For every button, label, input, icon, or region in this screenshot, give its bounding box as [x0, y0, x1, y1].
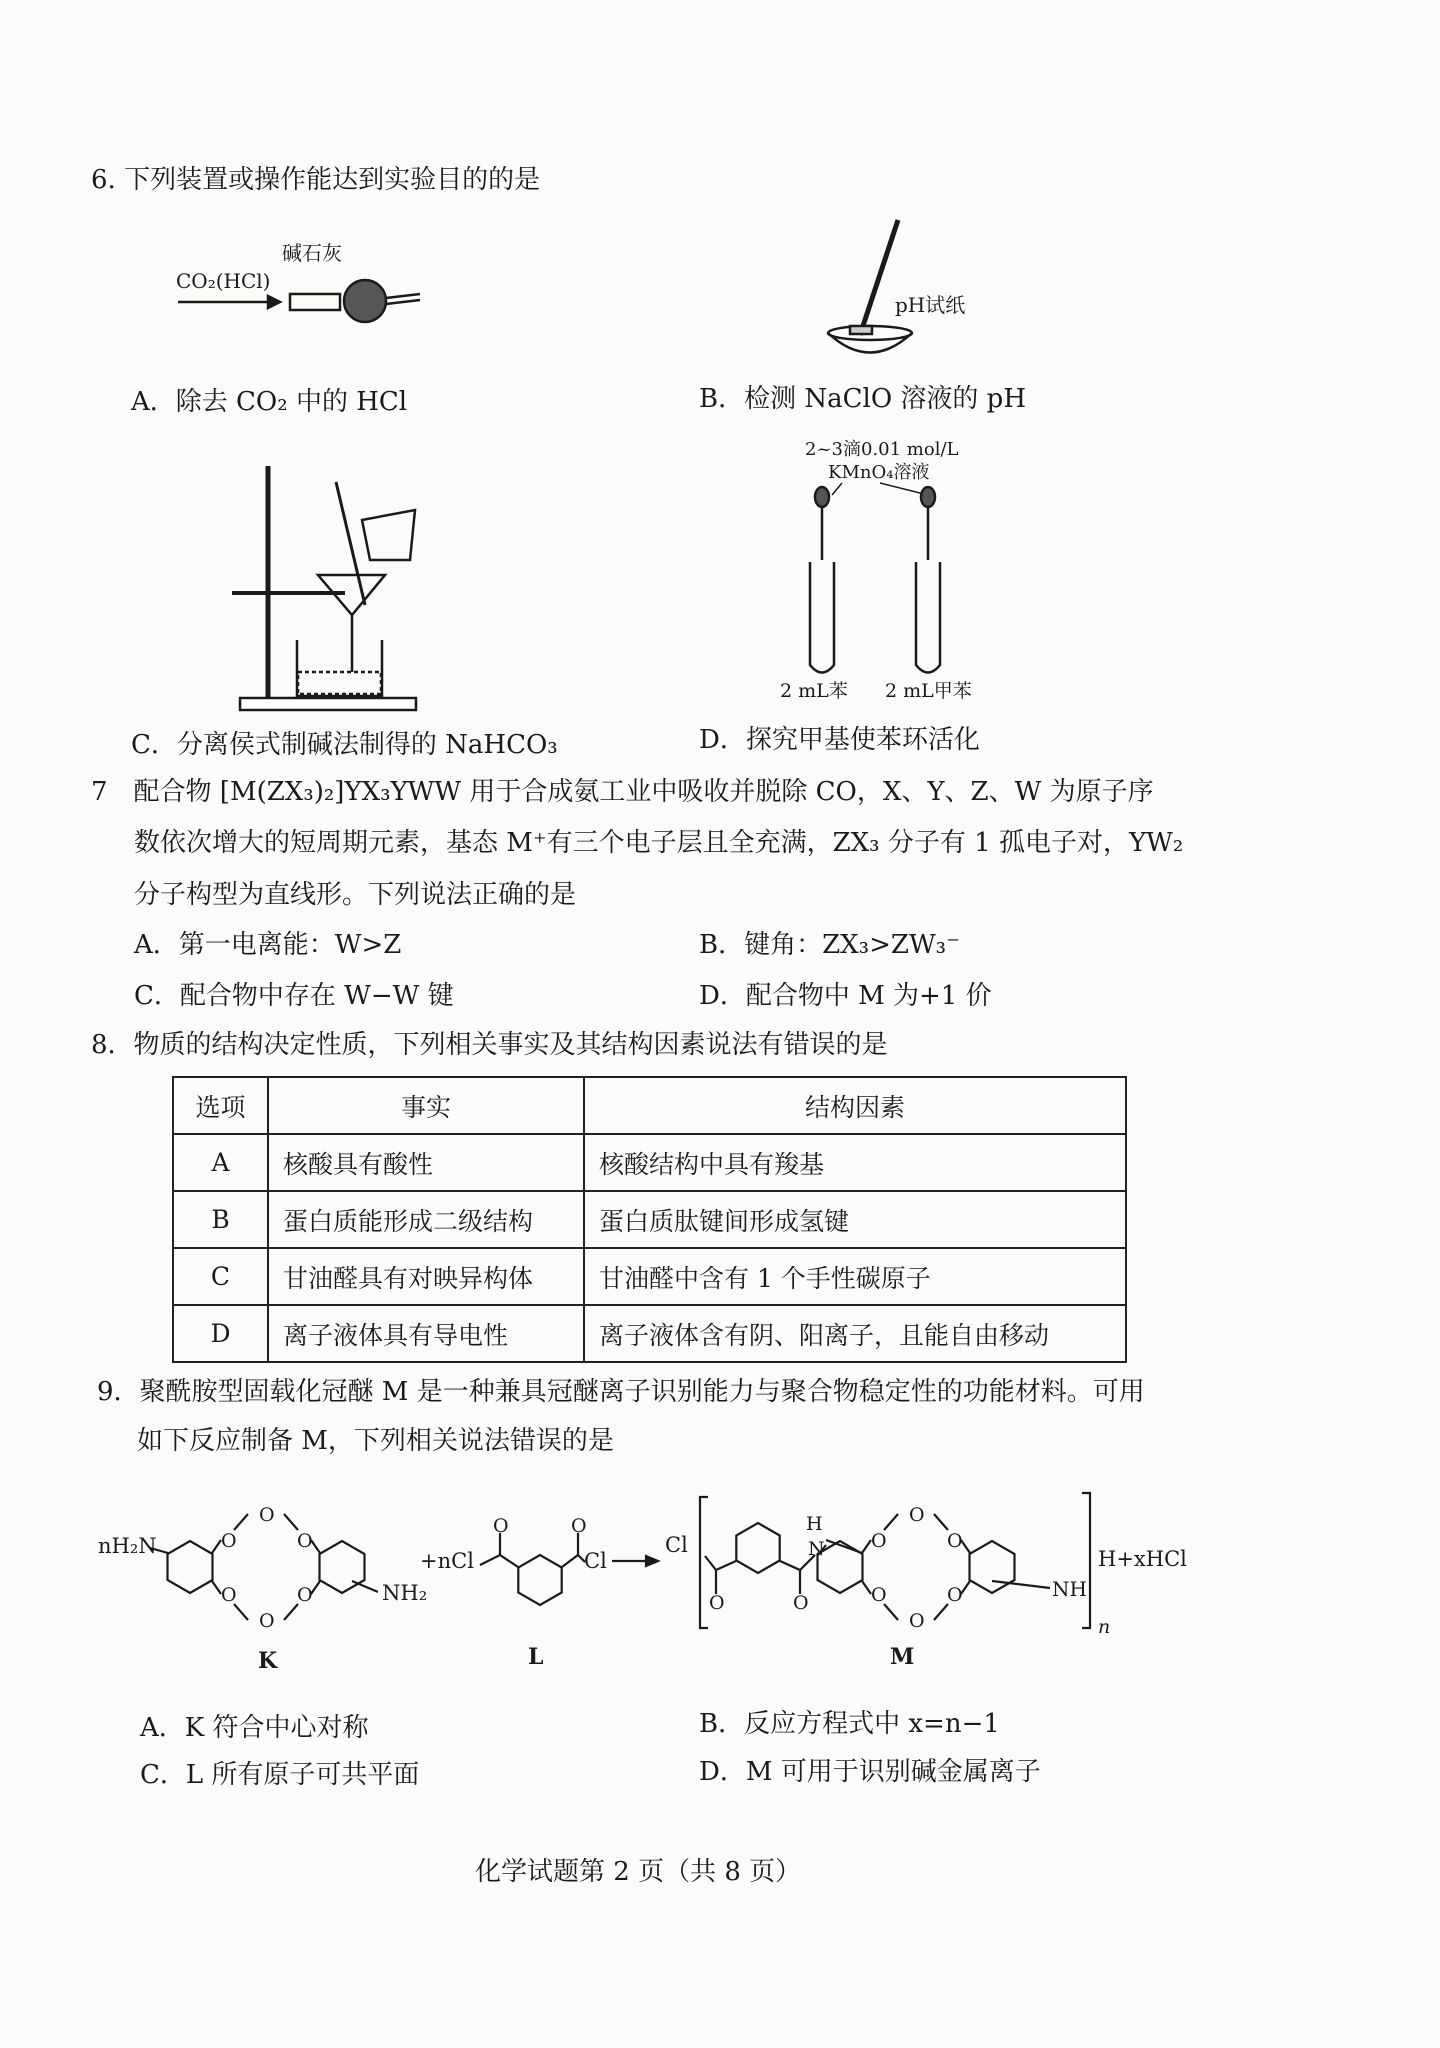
oxygen-atom: O [297, 1584, 313, 1606]
header-cell: 事实 [268, 1077, 584, 1134]
acyl-bond [480, 1533, 585, 1567]
oxygen-atom: O [909, 1504, 925, 1526]
benzene-ring [970, 1541, 1015, 1593]
label-l: L [528, 1644, 544, 1670]
cell: D [173, 1305, 268, 1362]
l-cl-label: Cl [584, 1549, 607, 1573]
cell: 核酸具有酸性 [268, 1134, 584, 1191]
cell: A [173, 1134, 268, 1191]
header-cell: 结构因素 [584, 1077, 1126, 1134]
oxygen-atom: O [871, 1584, 887, 1606]
header-cell: 选项 [173, 1077, 268, 1134]
oxygen-atom: O [259, 1504, 275, 1526]
reagent-label: KMnO₄溶液 [828, 462, 930, 483]
cell: 甘油醛具有对映异构体 [268, 1248, 584, 1305]
gas-label: CO₂(HCl) [176, 269, 271, 293]
cell: 离子液体含有阴、阳离子，且能自由移动 [584, 1305, 1126, 1362]
oxygen-atom: O [947, 1584, 963, 1606]
repeat-n-label: n [1098, 1616, 1111, 1638]
q9-option-c: C．L 所有原子可共平面 [140, 1760, 420, 1790]
cell: C [173, 1248, 268, 1305]
ph-paper-apparatus [828, 220, 965, 353]
oxygen-atom: O [493, 1515, 509, 1537]
cell: 甘油醛中含有 1 个手性碳原子 [584, 1248, 1126, 1305]
oxygen-atom: O [221, 1584, 237, 1606]
oxygen-atom: O [571, 1515, 587, 1537]
label-k: K [258, 1648, 278, 1674]
oxygen-atom: O [709, 1592, 725, 1614]
oxygen-atom: O [947, 1530, 963, 1552]
q9-option-d: D．M 可用于识别碱金属离子 [699, 1757, 1041, 1787]
m-h-label: H [806, 1513, 823, 1535]
q9-line2: 如下反应制备 M，下列相关说法错误的是 [137, 1426, 614, 1456]
benzene-ring [168, 1541, 213, 1593]
filtration-apparatus [232, 466, 416, 710]
oxygen-atom: O [871, 1530, 887, 1552]
soda-lime-bulb [344, 280, 386, 322]
tube-label: 2 mL苯 [780, 680, 848, 702]
tube [290, 294, 340, 310]
benzene-ring [320, 1541, 365, 1593]
q6-option-b: B．检测 NaClO 溶液的 pH [699, 384, 1026, 414]
oxygen-atom: O [259, 1610, 275, 1632]
test-tubes-apparatus [780, 439, 972, 702]
q6-option-a: A．除去 CO₂ 中的 HCl [131, 387, 408, 417]
reaction-scheme [98, 1493, 1187, 1674]
q7-line2: 数依次增大的短周期元素，基态 M⁺有三个电子层且全充满，ZX₃ 分子有 1 孤电子对，YW₂ [134, 828, 1184, 858]
reagent-label: 2~3滴0.01 mol/L [805, 439, 959, 460]
k-amine-label: nH₂N [98, 1534, 157, 1558]
q7-option-a: A．第一电离能：W>Z [134, 930, 402, 960]
m-tail-label: H+xHCl [1098, 1547, 1187, 1571]
cell: B [173, 1191, 268, 1248]
q9-line1: 9．聚酰胺型固载化冠醚 M 是一种兼具冠醚离子识别能力与聚合物稳定性的功能材料。可用 [97, 1377, 1145, 1407]
cell: 蛋白质肽键间形成氢键 [584, 1191, 1126, 1248]
q6-option-d: D．探究甲基使苯环活化 [699, 725, 980, 755]
benzene-ring [518, 1555, 561, 1605]
oxygen-atom: O [909, 1610, 925, 1632]
l-cl-label: +nCl [420, 1549, 474, 1573]
q9-option-a: A．K 符合中心对称 [140, 1713, 369, 1743]
q7-line1: 7 配合物 [M(ZX₃)₂]YX₃YWW 用于合成氨工业中吸收并脱除 CO，X、Y、Z、W 为原子序 [91, 777, 1154, 807]
q6-stem: 6. 下列装置或操作能达到实验目的的是 [91, 165, 541, 195]
q9-option-b: B．反应方程式中 x=n−1 [699, 1709, 1000, 1739]
tube-label: 2 mL甲苯 [885, 680, 972, 702]
q7-option-d: D．配合物中 M 为+1 价 [699, 981, 992, 1011]
benzene-ring [736, 1523, 779, 1573]
m-cl-label: Cl [665, 1533, 688, 1557]
q7-option-c: C．配合物中存在 W−W 键 [134, 981, 454, 1011]
oxygen-atom: O [221, 1530, 237, 1552]
reagent-label: 碱石灰 [282, 241, 342, 265]
nitrogen-atom: N [808, 1538, 825, 1560]
bond [150, 1548, 378, 1592]
q7-line3: 分子构型为直线形。下列说法正确的是 [134, 880, 577, 910]
q8-stem: 8．物质的结构决定性质，下列相关事实及其结构因素说法有错误的是 [91, 1030, 888, 1060]
ph-paper-label: pH试纸 [895, 293, 966, 317]
m-nh-label: NH [1052, 1577, 1087, 1601]
label-m: M [890, 1644, 915, 1670]
cell: 蛋白质能形成二级结构 [268, 1191, 584, 1248]
oxygen-atom: O [297, 1530, 313, 1552]
drying-tube-apparatus [176, 241, 420, 322]
q6-option-c: C．分离侯式制碱法制得的 NaHCO₃ [131, 730, 558, 760]
k-amine-label: NH₂ [382, 1581, 428, 1605]
cell: 离子液体具有导电性 [268, 1305, 584, 1362]
page-footer: 化学试题第 2 页（共 8 页） [475, 1857, 802, 1887]
cell: 核酸结构中具有羧基 [584, 1134, 1126, 1191]
q7-option-b: B．键角：ZX₃>ZW₃⁻ [699, 930, 960, 960]
oxygen-atom: O [793, 1592, 809, 1614]
